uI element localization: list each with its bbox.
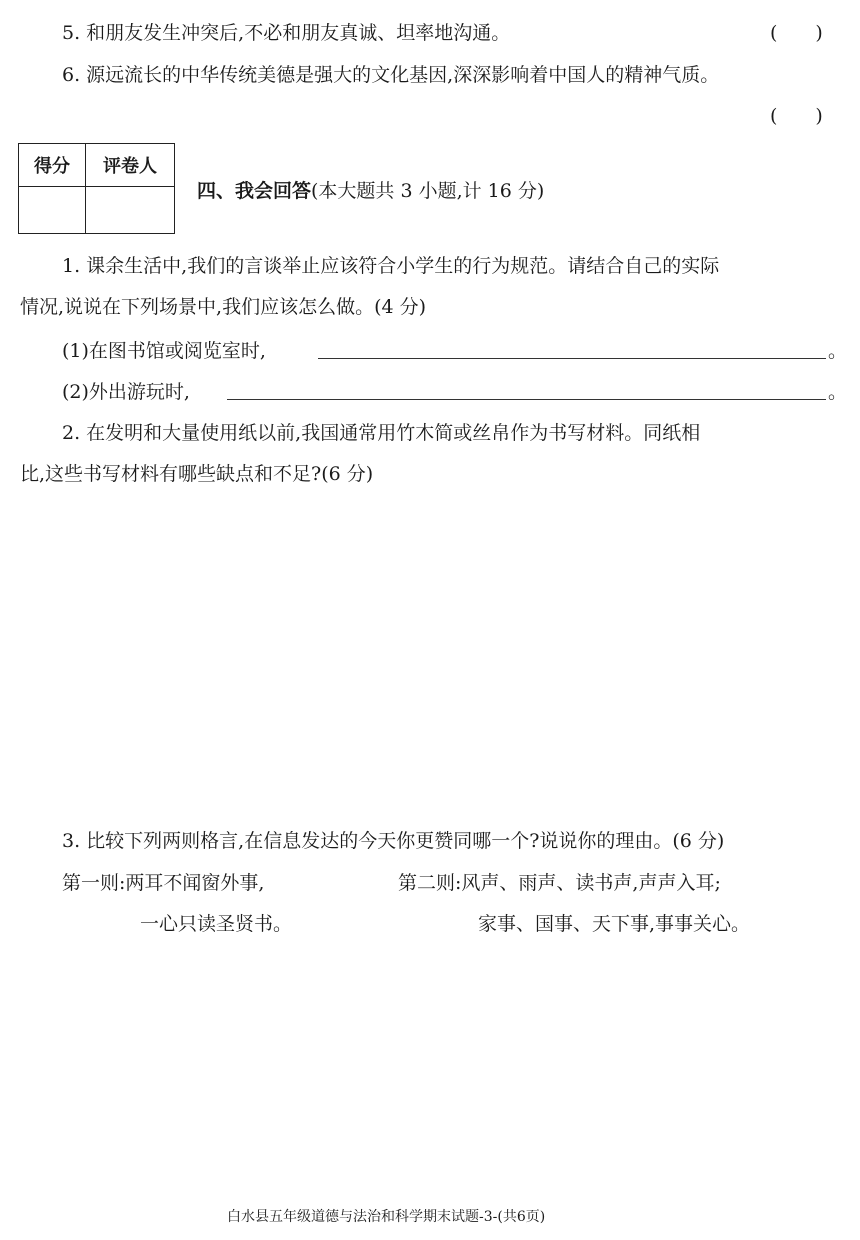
grader-header: 评卷人 (86, 144, 175, 187)
judge-item-5: 5. 和朋友发生冲突后,不必和朋友真诚、坦率地沟通。 (62, 22, 511, 44)
q1-sub2: (2)外出游玩时, (62, 381, 190, 403)
score-header: 得分 (19, 144, 86, 187)
section-heading (197, 176, 544, 203)
judge-item-6: 6. 源远流长的中华传统美德是强大的文化基因,深深影响着中国人的精神气质。 (62, 64, 720, 86)
q1-sub1-end: 。 (828, 340, 848, 362)
q1-line2: 情况,说说在下列场景中,我们应该怎么做。(4 分) (20, 296, 427, 318)
q1-sub1-answer-line (318, 358, 826, 359)
maxim-1-line2: 一心只读圣贤书。 (140, 913, 293, 935)
maxim-1-line1: 第一则:两耳不闻窗外事, (62, 872, 265, 894)
q1-line1: 1. 课余生活中,我们的言谈举止应该符合小学生的行为规范。请结合自己的实际 (62, 255, 720, 277)
q2-line2: 比,这些书写材料有哪些缺点和不足?(6 分) (20, 463, 374, 485)
q2-line1: 2. 在发明和大量使用纸以前,我国通常用竹木简或丝帛作为书写材料。同纸相 (62, 422, 701, 444)
q3-line1: 3. 比较下列两则格言,在信息发达的今天你更赞同哪一个?说说你的理由。(6 分) (62, 830, 725, 852)
q1-sub1: (1)在图书馆或阅览室时, (62, 340, 266, 362)
answer-paren-5: ( ) (770, 22, 823, 44)
maxim-2-line2: 家事、国事、天下事,事事关心。 (478, 913, 751, 935)
page-footer: 白水县五年级道德与法治和科学期末试题-3-(共6页) (227, 1209, 546, 1225)
section-note: (本大题共 3 小题,计 16 分) (311, 180, 545, 202)
q1-sub2-end: 。 (828, 381, 848, 403)
score-cell (19, 187, 86, 234)
q1-sub2-answer-line (227, 399, 826, 400)
section-title: 四、我会回答 (197, 180, 312, 202)
grader-cell (86, 187, 175, 234)
maxim-2-line1: 第二则:风声、雨声、读书声,声声入耳; (398, 872, 721, 894)
answer-paren-6: ( ) (770, 105, 823, 127)
score-table (18, 143, 175, 234)
